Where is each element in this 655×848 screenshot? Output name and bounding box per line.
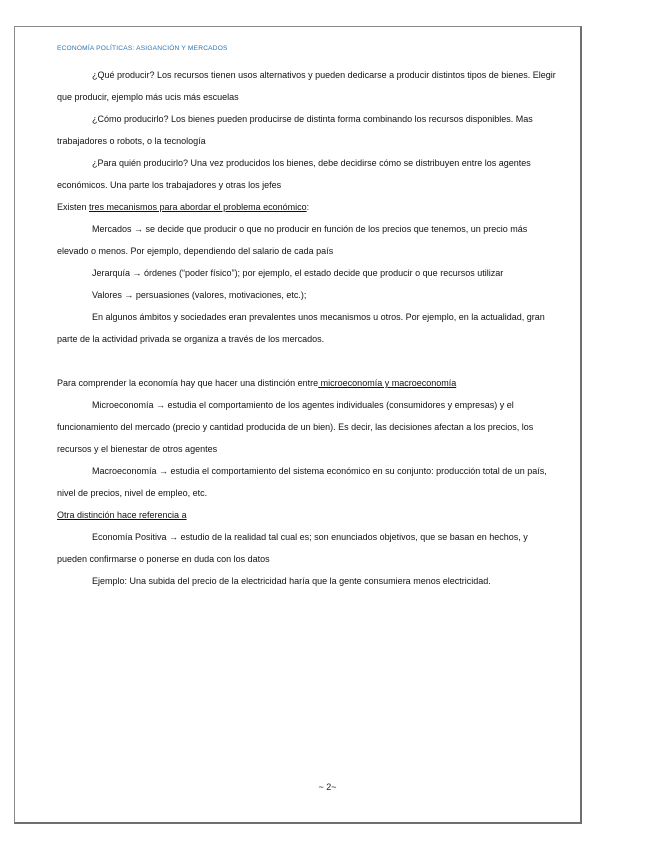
- page-header: ECONOMÍA POLÍTICAS: ASIGANCIÓN Y MERCADOS: [57, 45, 228, 52]
- paragraph-mecanismos-intro: [57, 196, 557, 218]
- paragraph-distincion: [57, 372, 557, 394]
- paragraph-para-quien: ¿Para quién producirlo? Una vez producidos los bienes, debe decidirse cómo se distribuyen entre los agentes económicos. Una parte los trabajadores y otras los jefes: [57, 158, 531, 190]
- paragraph-valores: Valores → persuasiones (valores, motivaciones, etc.);: [92, 290, 307, 300]
- paragraph-macroeconomia: Macroeconomía → estudia el comportamiento del sistema económico en su conjunto: producción total de un país, nivel de precios, nivel de empleo, etc.: [57, 466, 547, 498]
- paragraph-ejemplo: Ejemplo: Una subida del precio de la electricidad haría que la gente consumiera menos electricidad.: [92, 576, 491, 586]
- distincion-prefix: Para comprender la economía hay que hacer una distinción entre: [57, 378, 319, 388]
- paragraph-economia-positiva: Economía Positiva → estudio de la realidad tal cual es; son enunciados objetivos, que se basan en hechos, y pueden confirmarse o ponerse en duda con los datos: [57, 532, 528, 564]
- distincion-underlined: microeconomía y macroeconomía: [318, 378, 457, 388]
- mecanismos-prefix: Existen: [57, 202, 90, 212]
- paragraph-que-producir: ¿Qué producir? Los recursos tienen usos alternativos y pueden dedicarse a producir distintos tipos de bienes. Elegir que producir, ejemplo más ucis más escuelas: [57, 70, 556, 102]
- document-body: [57, 64, 557, 592]
- paragraph-jerarquia: Jerarquía → órdenes (“poder físico”); por ejemplo, el estado decide que producir o que recursos utilizar: [92, 268, 504, 278]
- mecanismos-suffix: :: [306, 202, 310, 212]
- paragraph-otra-distincion: Otra distinción hace referencia a: [57, 510, 187, 520]
- document-page: [14, 26, 582, 824]
- paragraph-ambitos: En algunos ámbitos y sociedades eran prevalentes unos mecanismos u otros. Por ejemplo, en la actualidad, gran parte de la actividad privada se organiza a través de los mercados.: [57, 312, 545, 344]
- blank-line: [57, 350, 557, 372]
- paragraph-microeconomia: Microeconomía → estudia el comportamiento de los agentes individuales (consumidores y empresas) y el funcionamiento del mercado (precio y cantidad producida de un bien). Es decir, las decisiones afectan a los precios, los recursos y el bienestar de otros agentes: [57, 400, 534, 454]
- mecanismos-underlined: tres mecanismos para abordar el problema económico: [89, 202, 307, 212]
- paragraph-mercados: Mercados → se decide que producir o que no producir en función de los precios que tenemos, un precio más elevado o menos. Por ejemplo, dependiendo del salario de cada país: [57, 224, 528, 256]
- page-number: ~ 2~: [318, 782, 337, 792]
- paragraph-como-producirlo: ¿Cómo producirlo? Los bienes pueden producirse de distinta forma combinando los recursos disponibles. Mas trabajadores o robots, o la tecnología: [57, 114, 533, 146]
